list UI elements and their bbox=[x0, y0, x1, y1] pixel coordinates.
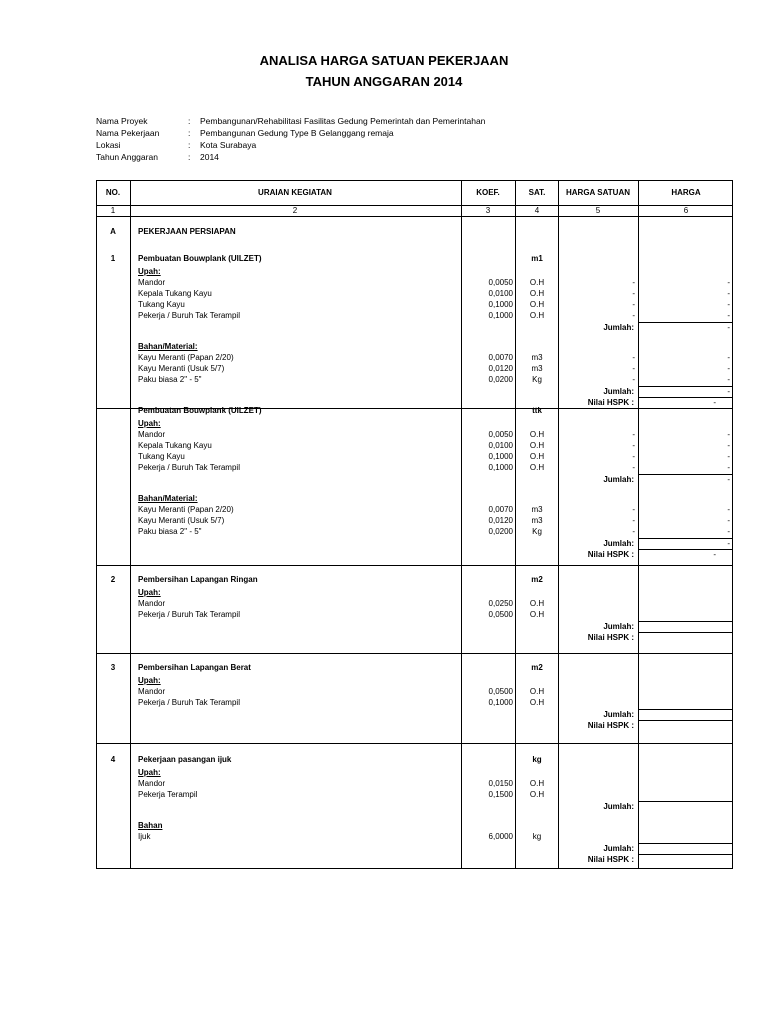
line-item-name: Mandor bbox=[138, 430, 166, 439]
section-title: Pembuatan Bouwplank (UILZET) bbox=[138, 406, 262, 415]
item-unit: m2 bbox=[531, 575, 543, 584]
line-item-name: Kayu Meranti (Usuk 5/7) bbox=[138, 364, 225, 373]
line-item-koef: 0,0050 bbox=[488, 430, 513, 439]
section-divider bbox=[96, 743, 130, 744]
line-item-koef: 0,1000 bbox=[488, 463, 513, 472]
line-item-name: Pekerja / Buruh Tak Terampil bbox=[138, 311, 240, 320]
subtotal-label: Jumlah: bbox=[603, 475, 634, 484]
hspk-label: Nilai HSPK : bbox=[587, 398, 634, 407]
hspk-label: Nilai HSPK : bbox=[587, 550, 634, 559]
line-item-name: Kayu Meranti (Usuk 5/7) bbox=[138, 516, 225, 525]
subtotal-label: Jumlah: bbox=[603, 802, 634, 811]
line-item-unit: O.H bbox=[529, 311, 545, 320]
info-colon: : bbox=[188, 140, 191, 150]
section-divider bbox=[130, 743, 733, 744]
line-item-koef: 0,0120 bbox=[488, 516, 513, 525]
info-value: Kota Surabaya bbox=[200, 140, 257, 150]
line-item-price: - bbox=[727, 527, 730, 536]
line-item-name: Pekerja Terampil bbox=[138, 790, 198, 799]
total-rule bbox=[638, 397, 733, 398]
section-divider bbox=[96, 565, 130, 566]
group-label: Upah: bbox=[138, 267, 161, 276]
line-item-koef: 6,0000 bbox=[488, 832, 513, 841]
line-item-price: - bbox=[727, 289, 730, 298]
section-title: PEKERJAAN PERSIAPAN bbox=[138, 227, 236, 236]
section-divider bbox=[130, 565, 733, 566]
line-item-price: - bbox=[727, 516, 730, 525]
line-item-unit-price: - bbox=[632, 452, 635, 461]
line-item-name: Tukang Kayu bbox=[138, 452, 185, 461]
line-item-unit: O.H bbox=[529, 599, 545, 608]
line-item-koef: 0,0070 bbox=[488, 505, 513, 514]
line-item-unit-price: - bbox=[632, 516, 635, 525]
line-item-unit: m3 bbox=[531, 364, 543, 373]
line-item-koef: 0,0200 bbox=[488, 527, 513, 536]
subtotal-rule bbox=[638, 709, 733, 710]
line-item-price: - bbox=[727, 452, 730, 461]
line-item-koef: 0,0500 bbox=[488, 687, 513, 696]
line-item-unit: O.H bbox=[529, 430, 545, 439]
subtotal-label: Jumlah: bbox=[603, 539, 634, 548]
section-divider bbox=[96, 408, 130, 409]
info-value: Pembangunan/Rehabilitasi Fasilitas Gedung Pemerintah dan Pemerintahan bbox=[200, 116, 486, 126]
section-divider bbox=[130, 653, 733, 654]
item-number: 1 bbox=[110, 254, 116, 263]
line-item-price: - bbox=[727, 375, 730, 384]
group-label: Upah: bbox=[138, 676, 161, 685]
line-item-koef: 0,1000 bbox=[488, 311, 513, 320]
line-item-unit: O.H bbox=[529, 452, 545, 461]
hspk-label: Nilai HSPK : bbox=[587, 633, 634, 642]
column-divider bbox=[558, 180, 559, 869]
line-item-price: - bbox=[727, 505, 730, 514]
item-unit: kg bbox=[532, 755, 542, 764]
line-item-unit-price: - bbox=[632, 430, 635, 439]
line-item-unit: Kg bbox=[532, 375, 542, 384]
column-header: HARGA bbox=[671, 188, 701, 197]
item-number: 2 bbox=[110, 575, 116, 584]
line-item-name: Kepala Tukang Kayu bbox=[138, 289, 212, 298]
total-rule bbox=[638, 549, 733, 550]
numbers-divider bbox=[96, 216, 733, 217]
line-item-name: Mandor bbox=[138, 779, 166, 788]
line-item-name: Pekerja / Buruh Tak Terampil bbox=[138, 463, 240, 472]
line-item-name: Ijuk bbox=[138, 832, 151, 841]
line-item-koef: 0,0150 bbox=[488, 779, 513, 788]
line-item-name: Tukang Kayu bbox=[138, 300, 185, 309]
group-label: Upah: bbox=[138, 768, 161, 777]
group-label: Bahan/Material: bbox=[138, 342, 198, 351]
info-value: Pembangunan Gedung Type B Gelanggang remaja bbox=[200, 128, 394, 138]
subtotal-value: - bbox=[727, 539, 730, 548]
line-item-unit-price: - bbox=[632, 375, 635, 384]
header-divider bbox=[96, 205, 733, 206]
hspk-label: Nilai HSPK : bbox=[587, 855, 634, 864]
info-label: Nama Pekerjaan bbox=[96, 128, 160, 138]
subtotal-rule bbox=[638, 538, 733, 539]
line-item-name: Kepala Tukang Kayu bbox=[138, 441, 212, 450]
section-divider bbox=[96, 653, 130, 654]
subtotal-label: Jumlah: bbox=[603, 844, 634, 853]
line-item-unit: O.H bbox=[529, 687, 545, 696]
subtotal-value: - bbox=[727, 387, 730, 396]
item-unit: m1 bbox=[531, 254, 543, 263]
subtotal-rule bbox=[638, 801, 733, 802]
column-header: SAT. bbox=[528, 188, 546, 197]
line-item-koef: 0,0250 bbox=[488, 599, 513, 608]
item-unit: m2 bbox=[531, 663, 543, 672]
info-label: Lokasi bbox=[96, 140, 121, 150]
line-item-unit-price: - bbox=[632, 463, 635, 472]
subtotal-rule bbox=[638, 474, 733, 475]
subtotal-label: Jumlah: bbox=[603, 622, 634, 631]
line-item-price: - bbox=[727, 311, 730, 320]
subtotal-value: - bbox=[727, 323, 730, 332]
total-rule bbox=[638, 720, 733, 721]
line-item-unit: O.H bbox=[529, 289, 545, 298]
page-subtitle: TAHUN ANGGARAN 2014 bbox=[305, 74, 463, 89]
column-divider bbox=[732, 180, 733, 869]
line-item-price: - bbox=[727, 430, 730, 439]
line-item-unit: m3 bbox=[531, 516, 543, 525]
total-rule bbox=[638, 854, 733, 855]
line-item-name: Mandor bbox=[138, 278, 166, 287]
subtotal-rule bbox=[638, 386, 733, 387]
section-title: Pekerjaan pasangan ijuk bbox=[138, 755, 232, 764]
item-number: 4 bbox=[110, 755, 116, 764]
info-label: Nama Proyek bbox=[96, 116, 148, 126]
hspk-value: - bbox=[713, 398, 716, 407]
info-colon: : bbox=[188, 116, 191, 126]
group-label: Upah: bbox=[138, 588, 161, 597]
column-number: 5 bbox=[595, 206, 601, 215]
line-item-unit-price: - bbox=[632, 289, 635, 298]
info-value: 2014 bbox=[200, 152, 219, 162]
line-item-koef: 0,1000 bbox=[488, 698, 513, 707]
column-divider bbox=[461, 180, 462, 869]
line-item-name: Paku biasa 2" - 5" bbox=[138, 527, 202, 536]
column-number: 4 bbox=[534, 206, 540, 215]
item-unit: ttk bbox=[532, 406, 542, 415]
line-item-name: Mandor bbox=[138, 687, 166, 696]
column-divider bbox=[638, 180, 639, 869]
group-label: Upah: bbox=[138, 419, 161, 428]
column-header: KOEF. bbox=[476, 188, 500, 197]
line-item-unit: O.H bbox=[529, 610, 545, 619]
line-item-price: - bbox=[727, 353, 730, 362]
line-item-unit: O.H bbox=[529, 790, 545, 799]
column-number: 3 bbox=[485, 206, 491, 215]
subtotal-label: Jumlah: bbox=[603, 710, 634, 719]
line-item-price: - bbox=[727, 300, 730, 309]
subtotal-rule bbox=[638, 843, 733, 844]
line-item-unit-price: - bbox=[632, 364, 635, 373]
line-item-unit-price: - bbox=[632, 527, 635, 536]
line-item-koef: 0,1000 bbox=[488, 300, 513, 309]
line-item-koef: 0,0100 bbox=[488, 441, 513, 450]
column-number: 1 bbox=[110, 206, 116, 215]
group-label: Bahan/Material: bbox=[138, 494, 198, 503]
column-header: NO. bbox=[105, 188, 121, 197]
line-item-price: - bbox=[727, 278, 730, 287]
subtotal-rule bbox=[638, 322, 733, 323]
line-item-unit: O.H bbox=[529, 779, 545, 788]
line-item-unit-price: - bbox=[632, 505, 635, 514]
line-item-koef: 0,0500 bbox=[488, 610, 513, 619]
line-item-unit: kg bbox=[532, 832, 542, 841]
line-item-name: Kayu Meranti (Papan 2/20) bbox=[138, 505, 234, 514]
column-header: URAIAN KEGIATAN bbox=[258, 188, 332, 197]
line-item-price: - bbox=[727, 364, 730, 373]
section-title: Pembersihan Lapangan Ringan bbox=[138, 575, 258, 584]
column-divider bbox=[130, 180, 131, 869]
info-colon: : bbox=[188, 128, 191, 138]
hspk-value: - bbox=[713, 550, 716, 559]
line-item-price: - bbox=[727, 463, 730, 472]
line-item-koef: 0,0120 bbox=[488, 364, 513, 373]
line-item-unit: Kg bbox=[532, 527, 542, 536]
line-item-koef: 0,0200 bbox=[488, 375, 513, 384]
column-number: 6 bbox=[683, 206, 689, 215]
section-title: Pembersihan Lapangan Berat bbox=[138, 663, 251, 672]
line-item-name: Pekerja / Buruh Tak Terampil bbox=[138, 698, 240, 707]
line-item-koef: 0,1000 bbox=[488, 452, 513, 461]
line-item-unit: O.H bbox=[529, 698, 545, 707]
total-rule bbox=[638, 632, 733, 633]
subtotal-value: - bbox=[727, 475, 730, 484]
column-divider bbox=[515, 180, 516, 869]
analysis-table bbox=[96, 180, 733, 869]
line-item-unit-price: - bbox=[632, 311, 635, 320]
column-number: 2 bbox=[292, 206, 298, 215]
line-item-unit-price: - bbox=[632, 278, 635, 287]
line-item-unit: O.H bbox=[529, 463, 545, 472]
column-divider bbox=[96, 180, 97, 869]
line-item-koef: 0,0100 bbox=[488, 289, 513, 298]
line-item-unit-price: - bbox=[632, 441, 635, 450]
line-item-unit: m3 bbox=[531, 353, 543, 362]
line-item-unit: O.H bbox=[529, 278, 545, 287]
line-item-koef: 0,0050 bbox=[488, 278, 513, 287]
line-item-unit: O.H bbox=[529, 300, 545, 309]
line-item-price: - bbox=[727, 441, 730, 450]
subtotal-label: Jumlah: bbox=[603, 323, 634, 332]
line-item-name: Paku biasa 2" - 5" bbox=[138, 375, 202, 384]
group-label: Bahan bbox=[138, 821, 163, 830]
column-header: HARGA SATUAN bbox=[566, 188, 630, 197]
subtotal-rule bbox=[638, 621, 733, 622]
item-number: 3 bbox=[110, 663, 116, 672]
line-item-unit-price: - bbox=[632, 300, 635, 309]
info-label: Tahun Anggaran bbox=[96, 152, 158, 162]
section-title: Pembuatan Bouwplank (UILZET) bbox=[138, 254, 262, 263]
line-item-name: Pekerja / Buruh Tak Terampil bbox=[138, 610, 240, 619]
line-item-name: Kayu Meranti (Papan 2/20) bbox=[138, 353, 234, 362]
line-item-koef: 0,0070 bbox=[488, 353, 513, 362]
hspk-label: Nilai HSPK : bbox=[587, 721, 634, 730]
info-colon: : bbox=[188, 152, 191, 162]
line-item-koef: 0,1500 bbox=[488, 790, 513, 799]
line-item-name: Mandor bbox=[138, 599, 166, 608]
line-item-unit: m3 bbox=[531, 505, 543, 514]
subtotal-label: Jumlah: bbox=[603, 387, 634, 396]
item-number: A bbox=[110, 227, 116, 236]
line-item-unit: O.H bbox=[529, 441, 545, 450]
page-title: ANALISA HARGA SATUAN PEKERJAAN bbox=[259, 53, 509, 68]
line-item-unit-price: - bbox=[632, 353, 635, 362]
